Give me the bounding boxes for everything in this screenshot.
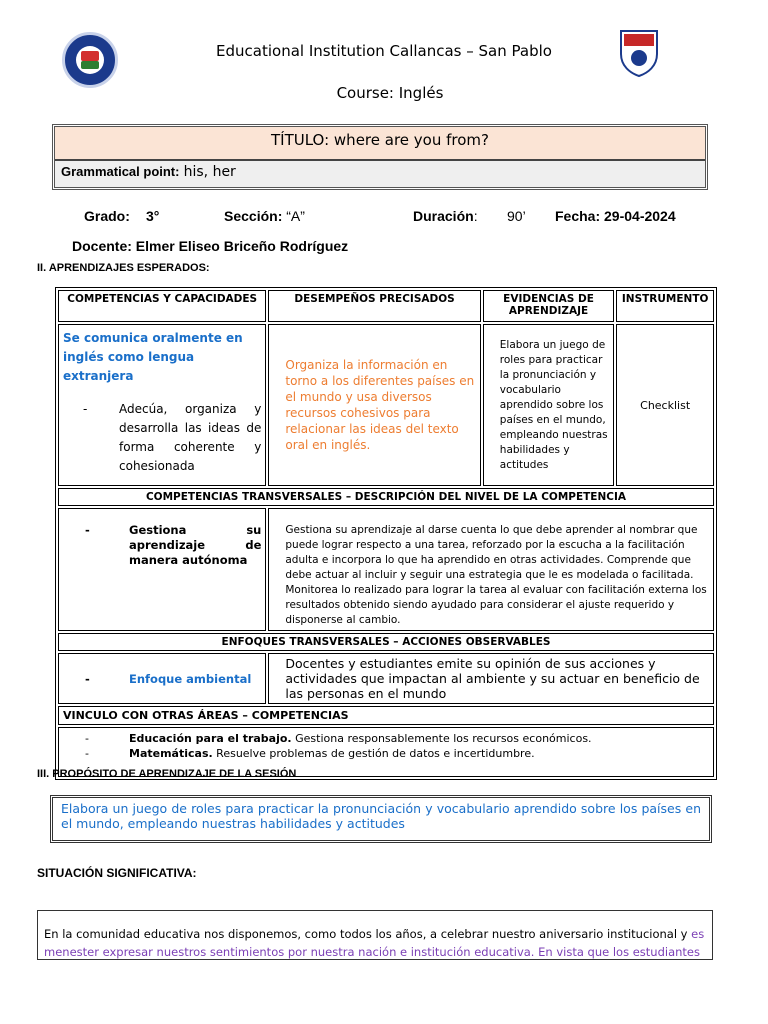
competencia-cell	[58, 324, 266, 486]
transversales-header: COMPETENCIAS TRANSVERSALES – DESCRIPCIÓN DEL NIVEL DE LA COMPETENCIA	[58, 488, 714, 506]
bullet-dash: -	[83, 402, 88, 416]
institution-title: Educational Institution Callancas – San Pablo	[216, 42, 552, 60]
session-title-box	[52, 124, 708, 190]
desempeno-cell: Organiza la información en torno a los diferentes países en el mundo y usa diversos recursos cohesivos para relacionar las ideas del texto oral en inglés.	[268, 324, 480, 486]
vinculo2-area: Matemáticas.	[129, 747, 213, 760]
grado-value: 3°	[146, 208, 160, 224]
situacion-text-highlight: es menester expresar nuestros sentimientos por nuestra nación e institución educativa. En vista que los estudiantes	[44, 927, 705, 959]
vinculo2-text: Resuelve problemas de gestión de datos e incertidumbre.	[212, 747, 535, 760]
section-proposito: III. PROPÓSITO DE APRENDIZAJE DE LA SESIÓN	[37, 768, 297, 780]
course-title: Course: Inglés	[336, 84, 444, 102]
situacion-text: En la comunidad educativa nos disponemos, como todos los años, a celebrar nuestro aniversario institucional y	[44, 927, 692, 941]
vinculo1-area: Educación para el trabajo.	[129, 732, 292, 745]
bullet-dash: -	[85, 747, 89, 760]
enfoque-desc: Docentes y estudiantes emite su opinión de sus acciones y actividades que impactan al ambiente y su actuar en beneficio de las personas en el mundo	[268, 653, 714, 704]
bullet-dash: -	[85, 732, 89, 745]
transversal-desc: Gestiona su aprendizaje al darse cuenta lo que debe aprender al nombrar que puede lograr respecto a una tarea, reforzado por la escucha a la facilitación adulta e incorpora lo que ha aprendido en otras actividades. Comprende que debe actuar al incluir y seguir una estrategia que le es modelada o facilitada. Monitorea lo realizado para lograr la tarea al evaluar con facilitación externa los resultados obtenido siendo ayudado para considerar el ajuste requerido y disponerse al cambio.	[268, 508, 714, 631]
header-desempenos: DESEMPEÑOS PRECISADOS	[268, 290, 480, 322]
evidencia-cell: Elabora un juego de roles para practicar la pronunciación y vocabulario aprendido sobre los países en el mundo, empleando nuestras habilidades y actitudes	[483, 324, 615, 486]
enfoque-name: Enfoque ambiental	[129, 671, 252, 686]
learning-table	[55, 287, 717, 780]
grado-label: Grado:	[84, 208, 130, 224]
school-seal-logo	[62, 32, 118, 88]
bullet-dash: -	[85, 523, 90, 537]
situacion-label: SITUACIÓN SIGNIFICATIVA:	[37, 866, 197, 880]
competencia-name: Se comunica oralmente en inglés como lengua extranjera	[63, 331, 243, 383]
session-title: TÍTULO: where are you from?	[55, 127, 705, 161]
bullet-dash: -	[85, 671, 90, 686]
header-competencias: COMPETENCIAS Y CAPACIDADES	[58, 290, 266, 322]
seccion-value: “A”	[286, 208, 305, 224]
grammar-point	[55, 161, 705, 187]
section-aprendizajes: II. APRENDIZAJES ESPERADOS:	[37, 262, 210, 274]
instrumento-cell: Checklist	[616, 324, 714, 486]
grammar-value: his, her	[183, 164, 236, 180]
fecha: Fecha: 29-04-2024	[555, 208, 676, 224]
situacion-box	[37, 910, 713, 960]
grammar-label: Grammatical point:	[61, 164, 180, 179]
vinculo1-text: Gestiona responsablemente los recursos económicos.	[291, 732, 592, 745]
enfoques-header: ENFOQUES TRANSVERSALES – ACCIONES OBSERVABLES	[58, 633, 714, 651]
capacidad-text: Adecúa, organiza y desarrolla las ideas de forma coherente y cohesionada	[119, 402, 262, 473]
enfoque-name-cell	[58, 653, 266, 704]
duracion-label: Duración	[413, 208, 474, 224]
seccion-label: Sección:	[224, 208, 283, 224]
vinculo-header: VINCULO CON OTRAS ÁREAS – COMPETENCIAS	[58, 706, 714, 725]
duracion-colon: :	[473, 208, 478, 224]
header-evidencias: EVIDENCIAS DE APRENDIZAJE	[483, 290, 615, 322]
duracion-value: 90’	[507, 208, 526, 224]
transversal-name: Gestiona su aprendizaje de manera autónoma	[129, 523, 262, 567]
proposito-box: Elabora un juego de roles para practicar la pronunciación y vocabulario aprendido sobre los países en el mundo, empleando nuestras habilidades y actitudes	[50, 795, 712, 843]
docente: Docente: Elmer Eliseo Briceño Rodríguez	[72, 238, 349, 254]
transversal-name-cell	[58, 508, 266, 631]
header-instrumento: INSTRUMENTO	[616, 290, 714, 322]
